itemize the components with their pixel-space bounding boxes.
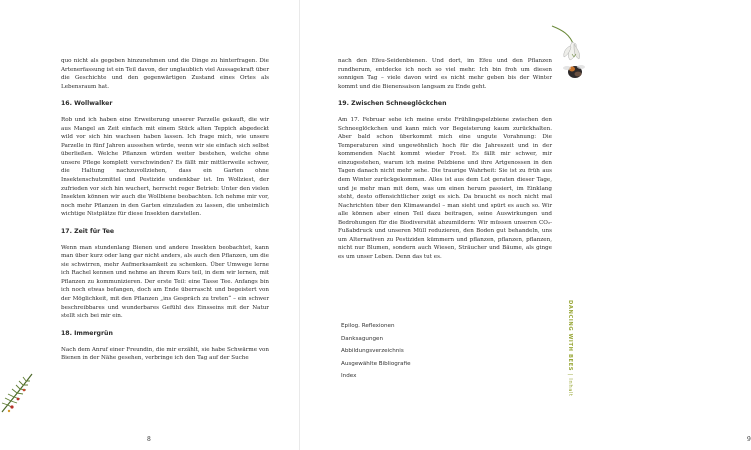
left-page <box>0 0 300 450</box>
toc-item-bibliografie[interactable]: Ausgewählte Bibliografie <box>341 360 411 367</box>
heading-19: 19. Zwischen Schneeglöckchen <box>338 100 447 108</box>
paragraph-16: Rob und ich haben eine Erweiterung unserer Parzelle gekauft, die wir aus Mangel an Zeit einfach mit einem Stück alten Teppich abgedeckt wild vor sich hin wachsen haben lassen. Ich frage mich, wie unsere Parzelle in fünf Jahren aussehen würde, wenn wir sie einfach sich selbst überließen. Welche Pflanzen würden weiter bestehen, welche ohne unsere Pflege komplett verschwinden? Es fällt mir mittlerweile schwer, die Haltung nachzuvollziehen, dass ein Garten ohne Insektenschutzmittel und Pestizide undenkbar ist. Im Wollziest, der zufrieden vor sich hin wuchert, herrscht reger Betrieb: Unter den vielen Insekten können wir auch die Wollbiene beobachten. Ich nehme mir vor, noch mehr Pflanzen in den Garten einzuladen zu lassen, die unheimlich wichtige Nistplätze für diese Insekten darstellen. <box>61 117 269 218</box>
toc-list <box>341 320 411 383</box>
heading-17: 17. Zeit für Tee <box>61 227 115 235</box>
left-column <box>61 57 269 363</box>
right-paragraph-intro: nach den Efeu-Seidenbienen. Und dort, im Efeu und den Pflanzen rundherum, entdecke ich noch so viel mehr. Ich bin froh um diesen sonnigen Tag – viele davon wird es nicht mehr geben bis der Winter kommt und die Bienensaison langsam zu Ende geht. <box>338 58 552 90</box>
page-number-left: 8 <box>147 436 151 443</box>
paragraph-17: Wenn man stundenlang Bienen und andere Insekten beobachtet, kann man über kurz oder lang gar nicht anders, als auch den Pflanzen, um die sie schwirren, mehr Aufmerksamkeit zu schenken. Über Umwege lerne ich Rachel kennen und nehme an ihrem Kurs teil, in dem wir lernen, mit Pflanzen zu kommunizieren. Der erste Teil: eine Tasse Tee. Anfangs bin ich noch etwas befangen, doch am Ende überrascht und begeistert von der Möglichkeit, mit den Pflanzen „ins Gespräch zu treten“ – ein schwer beschreibbares und wunderbares Gefühl des Einsseins mit der Natur stellt sich bei mir ein. <box>61 244 269 320</box>
page-number-right: 9 <box>747 436 751 443</box>
side-running-title <box>563 300 573 420</box>
side-subtitle: Inhalt <box>567 378 573 397</box>
toc-item-index[interactable]: Index <box>341 373 357 379</box>
side-title: DANCING WITH BEES <box>567 300 573 372</box>
paragraph-19: Am 17. Februar sehe ich meine erste Frühlingspelzbiene zwischen den Schneeglöckchen und kann mich vor Begeisterung kaum zurückhalten. Aber bald schon überkommt mich eine ungute Vorahnung: Die Temperaturen sind ungewöhnlich hoch für die Jahreszeit und in der kommenden Nacht kommt wieder Frost. Es fällt mir schwer, mir einzugestehen, warum ich meine Pelzbiene und ihre Artgenossen in den Tagen danach nicht mehr sehe. Die traurige Wahrheit: Sie ist zu früh aus dem Winter zurückgekommen. Alles ist aus dem Lot geraten dieser Tage, und je mehr man mit dem, was um einen herum passiert, im Einklang steht, desto offensichtlicher zeigt es sich. Da braucht es noch nicht mal Nachrichten über den Klimawandel – man sieht und spürt es auch so. Wir alle können aber einen Teil dazu beitragen, seine Auswirkungen und Bedrohungen für die Biodiversität abzumildern: Wir müssen unseren CO₂-Fußabdruck und unseren Müll reduzieren, den Boden gut behandeln, uns um Alternativen zu Pestiziden kümmern und pflanzen, pflanzen, pflanzen, nicht nur Blumen, sondern auch Wiesen, Sträucher und Bäume, als ginge es um unser Leben. Denn das tut es. <box>338 117 552 260</box>
side-separator: | <box>567 373 573 376</box>
heading-16: 16. Wollwalker <box>61 100 113 108</box>
heading-18: 18. Immergrün <box>61 329 113 337</box>
toc-item-danksagungen[interactable]: Danksagungen <box>341 335 384 342</box>
left-paragraph-intro: quo nicht als gegeben hinzunehmen und die Dinge zu hinterfragen. Die Artenerfassung ist ein Teil davon, der unglaublich viel Aussagekraft über die Geschichte und den gegenwärtigen Zustand eines Ortes als Lebensraum hat. <box>61 58 269 90</box>
right-column <box>338 57 552 261</box>
toc-item-abbildungen[interactable]: Abbildungsverzeichnis <box>341 348 404 354</box>
evergreen-sprig-illustration <box>0 368 34 416</box>
toc-item-epilog[interactable]: Epilog. Reflexionen <box>341 323 395 329</box>
snowdrop-bee-illustration <box>548 24 588 86</box>
paragraph-18: Nach dem Anruf einer Freundin, die mir erzählt, sie habe Schwärme von Bienen in der Nähe gesehen, verbringe ich den Tag auf der Suche <box>61 346 269 362</box>
